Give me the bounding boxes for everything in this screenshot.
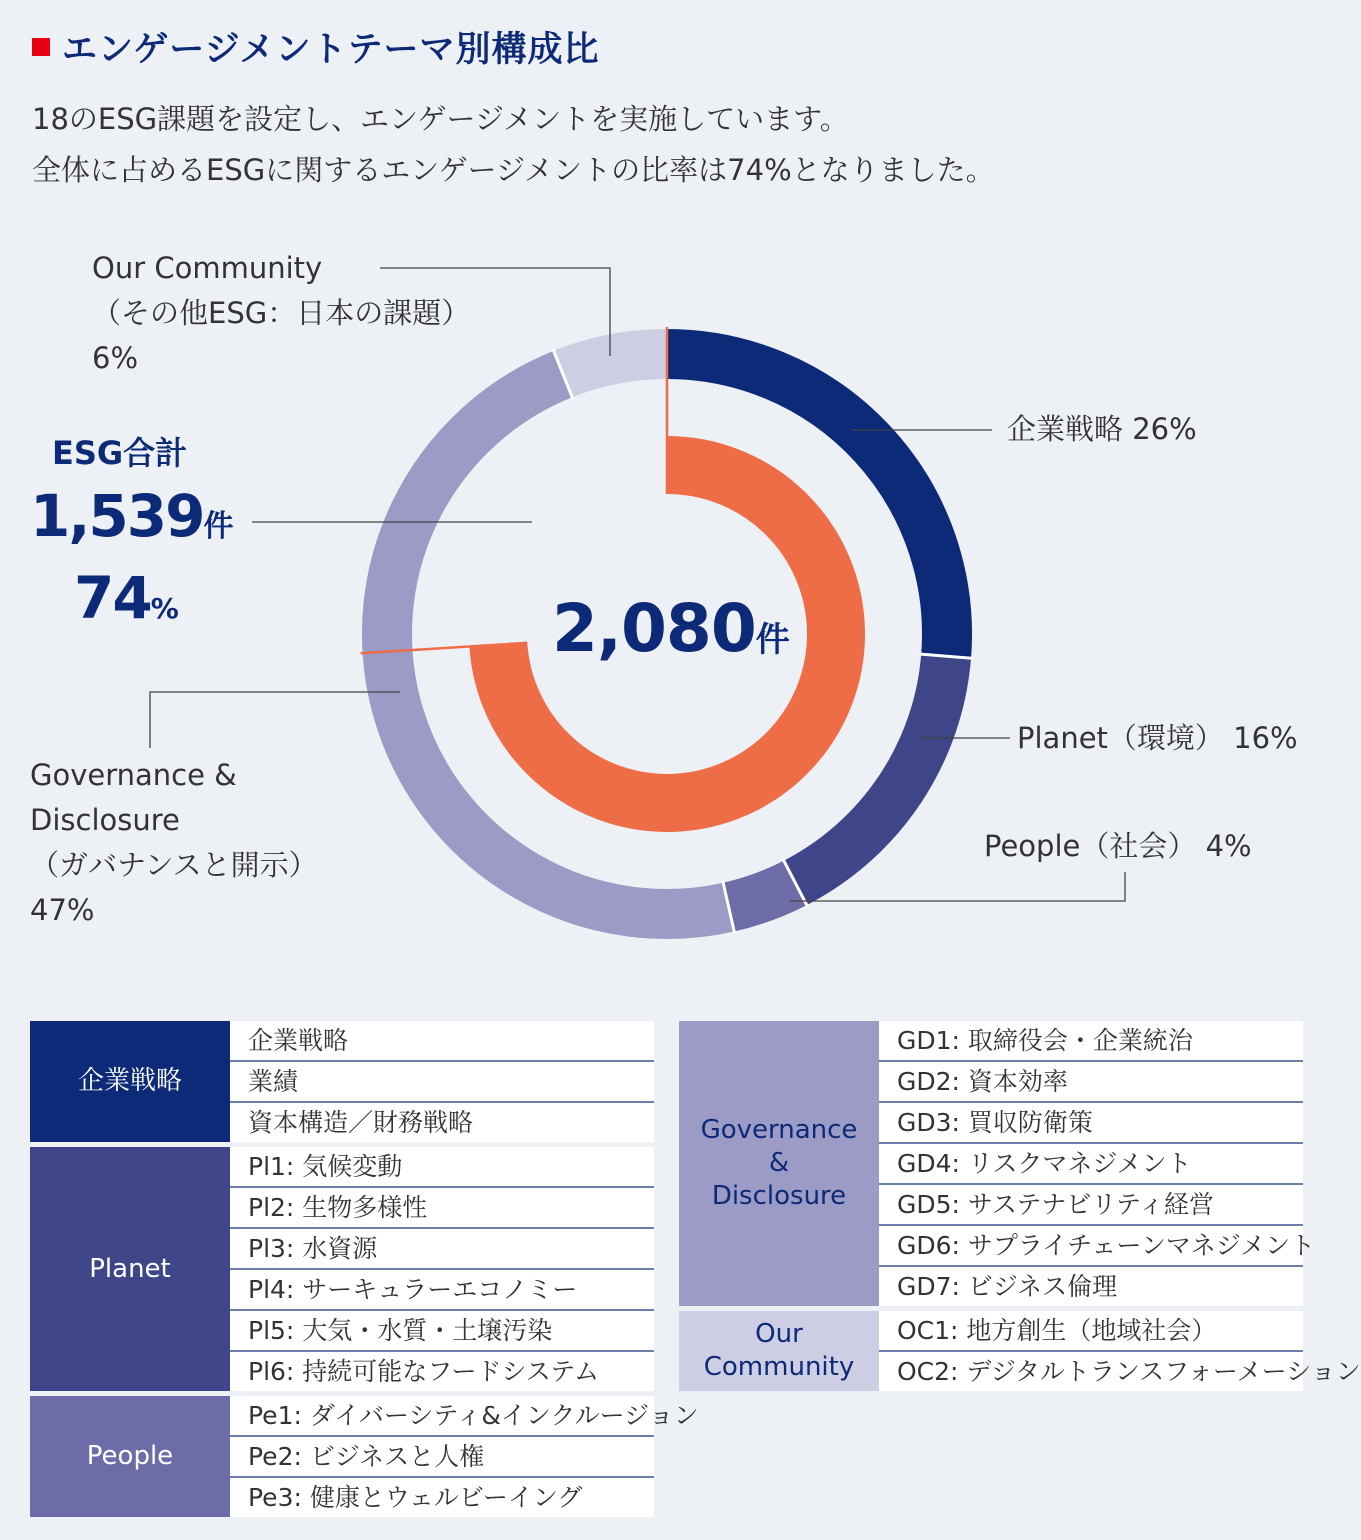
left-table-item: Pl5: 大気・水質・土壌汚染 [230,1311,654,1352]
label-planet: Planet（環境） 16% [1017,721,1298,755]
right-table-item: GD6: サプライチェーンマネジメント [879,1226,1303,1267]
left-table-item: Pe1: ダイバーシティ&インクルージョン [230,1396,654,1437]
left-table-item: Pl6: 持続可能なフードシステム [230,1352,654,1396]
page-title: エンゲージメントテーマ別構成比 [62,30,600,70]
theme-table-right [679,1021,1361,1396]
left-table-item: Pl1: 気候変動 [230,1147,654,1188]
right-table-group-2 [679,1311,1361,1396]
left-table-category-1: 企業戦略 [30,1021,230,1147]
right-table-item: GD3: 買収防衛策 [879,1103,1303,1144]
right-table-category-1: Governance & Disclosure [679,1021,879,1311]
right-table-item: GD7: ビジネス倫理 [879,1267,1303,1311]
label-governance-line1: Governance & [30,758,237,792]
esg-percent-value: 74 [74,564,151,632]
label-governance-line2: Disclosure [30,803,180,837]
outer-slice-3 [729,883,796,907]
esg-total-percent [74,564,179,632]
right-table-category-2: Our Community [679,1311,879,1396]
esg-percent-unit: % [150,592,179,625]
esg-count-value: 1,539 [30,482,204,550]
left-table-category-3: People [30,1396,230,1522]
label-governance [30,753,318,933]
label-people: People（社会） 4% [984,829,1252,863]
right-table-item: GD4: リスクマネジメント [879,1144,1303,1185]
label-governance-pct: 47% [30,893,95,927]
esg-total-title: ESG合計 [52,434,188,472]
right-table-group-1 [679,1021,1316,1311]
right-table-item: OC2: デジタルトランスフォーメーション [879,1352,1303,1396]
esg-count-unit: 件 [203,509,234,544]
left-table-item: Pe2: ビジネスと人権 [230,1437,654,1478]
left-table-item: 資本構造／財務戦略 [230,1103,654,1147]
right-table-item: OC1: 地方創生（地域社会） [879,1311,1303,1352]
right-table-item: GD1: 取締役会・企業統治 [879,1021,1303,1062]
label-our-community [92,246,470,381]
left-table-group-1 [30,1021,654,1147]
left-table-category-2: Planet [30,1147,230,1396]
esg-total-count [30,482,233,550]
label-community-pct: 6% [92,341,139,375]
left-table-group-2 [30,1147,654,1396]
label-community-line1: Our Community [92,251,323,285]
right-table-item: GD5: サステナビリティ経営 [879,1185,1303,1226]
left-table-group-3 [30,1396,699,1522]
label-community-line2: （その他ESG：日本の課題） [92,296,471,330]
left-table-item: Pl4: サーキュラーエコノミー [230,1270,654,1311]
label-strategy: 企業戦略 26% [1007,412,1197,446]
label-governance-line3: （ガバナンスと開示） [30,848,318,882]
leader-line-governance [150,692,400,748]
right-table-item: GD2: 資本効率 [879,1062,1303,1103]
left-table-item: 業績 [230,1062,654,1103]
left-table-item: 企業戦略 [230,1021,654,1062]
left-table-item: Pl3: 水資源 [230,1229,654,1270]
center-total-value: 2,080 [552,590,756,667]
center-total-unit: 件 [755,620,790,660]
intro-line-1: 18のESG課題を設定し、エンゲージメントを実施しています。 [32,102,849,136]
outer-slice-5 [563,354,667,374]
left-table-item: Pe3: 健康とウェルビーイング [230,1478,654,1522]
intro-line-2: 全体に占めるESGに関するエンゲージメントの比率は74%となりました。 [32,153,995,187]
left-table-item: Pl2: 生物多様性 [230,1188,654,1229]
theme-table-left [30,1021,699,1522]
center-total [552,590,790,667]
